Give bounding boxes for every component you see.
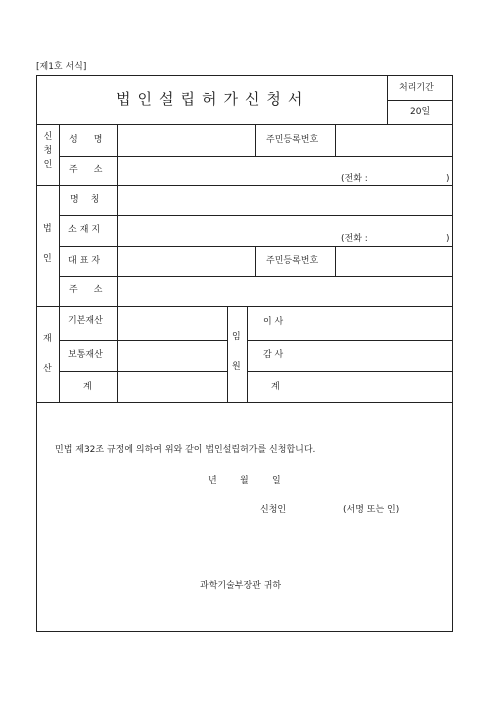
date-day-label: 일 xyxy=(272,476,281,486)
application-form xyxy=(36,75,453,632)
signature-label: 신청인 xyxy=(260,505,287,515)
applicant-name-label: 성명 xyxy=(69,135,119,145)
corporation-resident-no-label: 주민등록번호 xyxy=(266,256,319,266)
corporation-representative-label: 대표자 xyxy=(68,256,104,266)
corporation-phone-close: ) xyxy=(446,234,450,244)
auditor-label: 감 사 xyxy=(263,350,284,360)
officers-total-label: 계 xyxy=(271,382,280,392)
corporation-phone-open: (전화 : xyxy=(341,234,368,244)
form-number-label: [제1호 서식] xyxy=(36,62,87,72)
date-year-label: 년 xyxy=(208,476,217,486)
applicant-section-label: 신 청 인 xyxy=(43,132,53,170)
property-section-label-2: 산 xyxy=(43,364,52,374)
applicant-resident-no-label: 주민등록번호 xyxy=(266,135,319,145)
date-month-label: 월 xyxy=(240,476,249,486)
corporation-section-label-2: 인 xyxy=(43,254,52,264)
corporation-address-label: 주소 xyxy=(69,285,119,295)
applicant-phone-close: ) xyxy=(446,174,450,184)
addressee: 과학기술부장관 귀하 xyxy=(200,581,282,591)
processing-period-label: 처리기간 xyxy=(399,83,434,93)
director-label: 이 사 xyxy=(263,317,284,327)
property-section-label-1: 재 xyxy=(43,334,52,344)
ordinary-property-label: 보통재산 xyxy=(68,350,103,360)
declaration-text: 민법 제32조 규정에 의하여 위와 같이 법인설립허가를 신청합니다. xyxy=(55,445,316,455)
corporation-name-label: 명칭 xyxy=(70,195,112,205)
applicant-phone-open: (전화 : xyxy=(341,174,368,184)
officers-section-label-2: 원 xyxy=(232,362,241,372)
officers-section-label-1: 임 xyxy=(232,332,241,342)
form-title: 법인설립허가신청서 xyxy=(116,90,310,108)
basic-property-label: 기본재산 xyxy=(68,316,103,326)
property-total-label: 계 xyxy=(83,382,92,392)
corporation-location-label: 소재지 xyxy=(68,225,104,235)
signature-note: (서명 또는 인) xyxy=(343,505,400,515)
corporation-section-label-1: 법 xyxy=(43,224,52,234)
applicant-address-label: 주소 xyxy=(69,165,119,175)
processing-period-value: 20일 xyxy=(410,107,431,117)
